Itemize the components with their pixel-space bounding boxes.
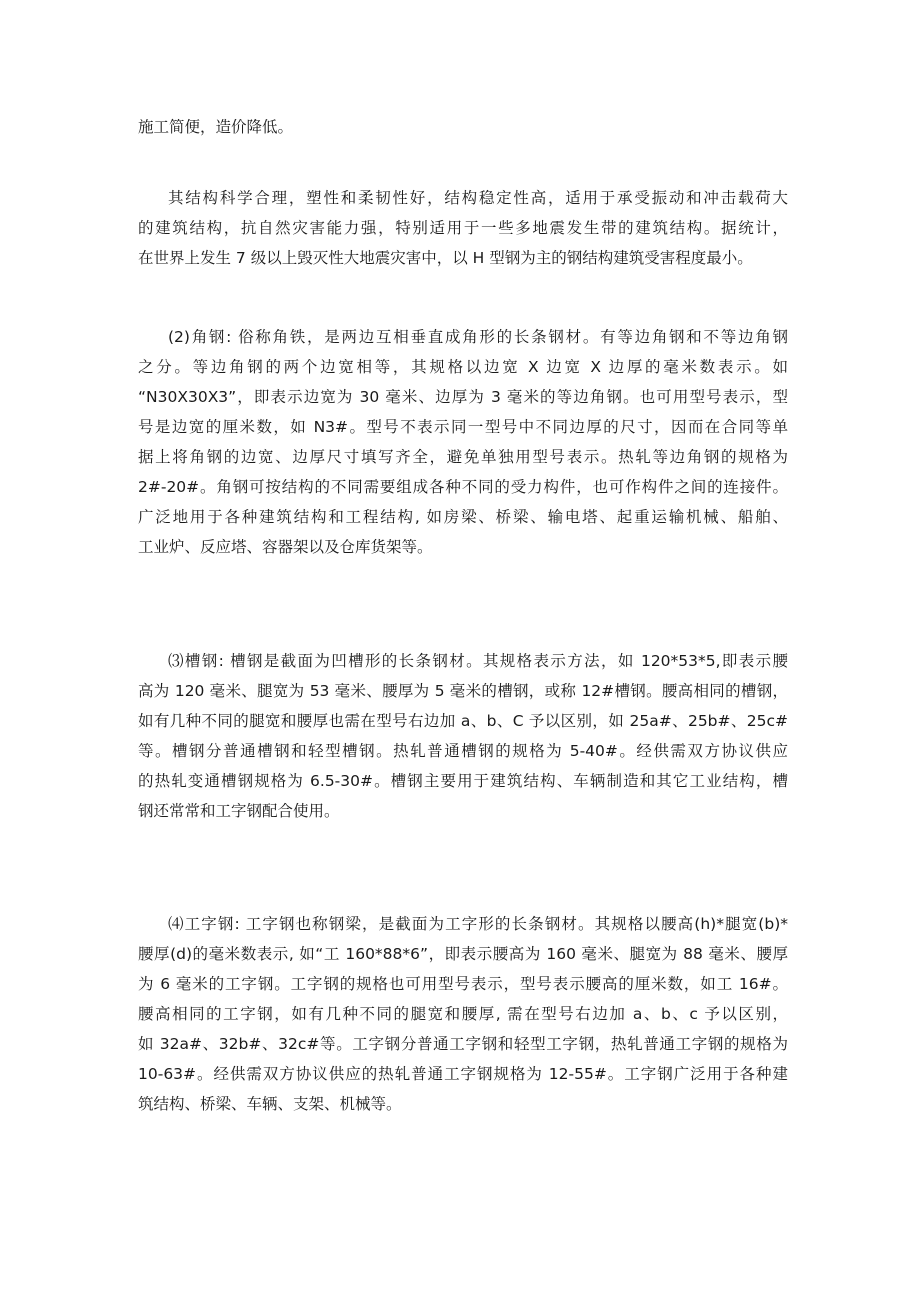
text-line: 腰高相同的工字钢，如有几种不同的腿宽和腰厚, 需在型号右边加 a、b、c 予以区别， [138, 1005, 788, 1023]
text-line: “N30X30X3”，即表示边宽为 30 毫米、边厚为 3 毫米的等边角钢。也可用型号表示，型 [138, 388, 788, 406]
text-line: 钢还常常和工字钢配合使用。 [138, 802, 340, 820]
text-line: 为 6 毫米的工字钢。工字钢的规格也可用型号表示，型号表示腰高的厘米数，如工 16#。 [138, 975, 788, 993]
text-line: 号是边宽的厘米数，如 N3#。型号不表示同一型号中不同边厚的尺寸，因而在合同等单 [138, 418, 788, 436]
paragraph-i-beam [138, 909, 788, 1119]
text-line: 据上将角钢的边宽、边厚尺寸填写齐全，避免单独用型号表示。热轧等边角钢的规格为 [138, 448, 788, 466]
text-line: 工业炉、反应塔、容器架以及仓库货架等。 [138, 538, 433, 556]
text-line: 筑结构、桥梁、车辆、支架、机械等。 [138, 1095, 402, 1113]
text-line: 的建筑结构，抗自然灾害能力强，特别适用于一些多地震发生带的建筑结构。据统计， [138, 219, 788, 237]
text-line: ⑷工字钢: 工字钢也称钢梁，是截面为工字形的长条钢材。其规格以腰高(h)*腿宽(b)* [168, 915, 788, 933]
text-line: 之分。等边角钢的两个边宽相等，其规格以边宽 X 边宽 X 边厚的毫米数表示。如 [138, 358, 788, 376]
text-line: 如 32a#、32b#、32c#等。工字钢分普通工字钢和轻型工字钢，热轧普通工字钢的规格为 [138, 1035, 788, 1053]
text-line: 腰厚(d)的毫米数表示, 如“工 160*88*6”，即表示腰高为 160 毫米、腿宽为 88 毫米、腰厚 [138, 945, 788, 963]
text-line: ⑶槽钢: 槽钢是截面为凹槽形的长条钢材。其规格表示方法，如 120*53*5,即表示腰 [168, 652, 788, 670]
text-line: 10-63#。经供需双方协议供应的热轧普通工字钢规格为 12-55#。工字钢广泛用于各种建 [138, 1065, 788, 1083]
text-line: 等。槽钢分普通槽钢和轻型槽钢。热轧普通槽钢的规格为 5-40#。经供需双方协议供应 [138, 742, 788, 760]
paragraph-structure-advantages [138, 183, 788, 273]
text-line: 2#-20#。角钢可按结构的不同需要组成各种不同的受力构件，也可作构件之间的连接件。 [138, 478, 788, 496]
text-line: 施工简便，造价降低。 [138, 118, 294, 136]
text-line: 高为 120 毫米、腿宽为 53 毫米、腰厚为 5 毫米的槽钢，或称 12#槽钢。腰高相同的槽钢， [138, 682, 788, 700]
paragraph-angle-steel [138, 322, 788, 562]
paragraph-construction-cost [138, 112, 788, 142]
text-line: 其结构科学合理，塑性和柔韧性好，结构稳定性高，适用于承受振动和冲击载荷大 [168, 189, 788, 207]
text-line: 广泛地用于各种建筑结构和工程结构, 如房梁、桥梁、输电塔、起重运输机械、船舶、 [138, 508, 788, 526]
paragraph-channel-steel [138, 646, 788, 826]
text-line: (2)角钢: 俗称角铁，是两边互相垂直成角形的长条钢材。有等边角钢和不等边角钢 [168, 328, 788, 346]
text-line: 如有几种不同的腿宽和腰厚也需在型号右边加 a、b、C 予以区别，如 25a#、25b#、25c# [138, 712, 788, 730]
text-line: 的热轧变通槽钢规格为 6.5-30#。槽钢主要用于建筑结构、车辆制造和其它工业结构，槽 [138, 772, 788, 790]
text-line: 在世界上发生 7 级以上毁灭性大地震灾害中，以 H 型钢为主的钢结构建筑受害程度最小。 [138, 249, 753, 267]
